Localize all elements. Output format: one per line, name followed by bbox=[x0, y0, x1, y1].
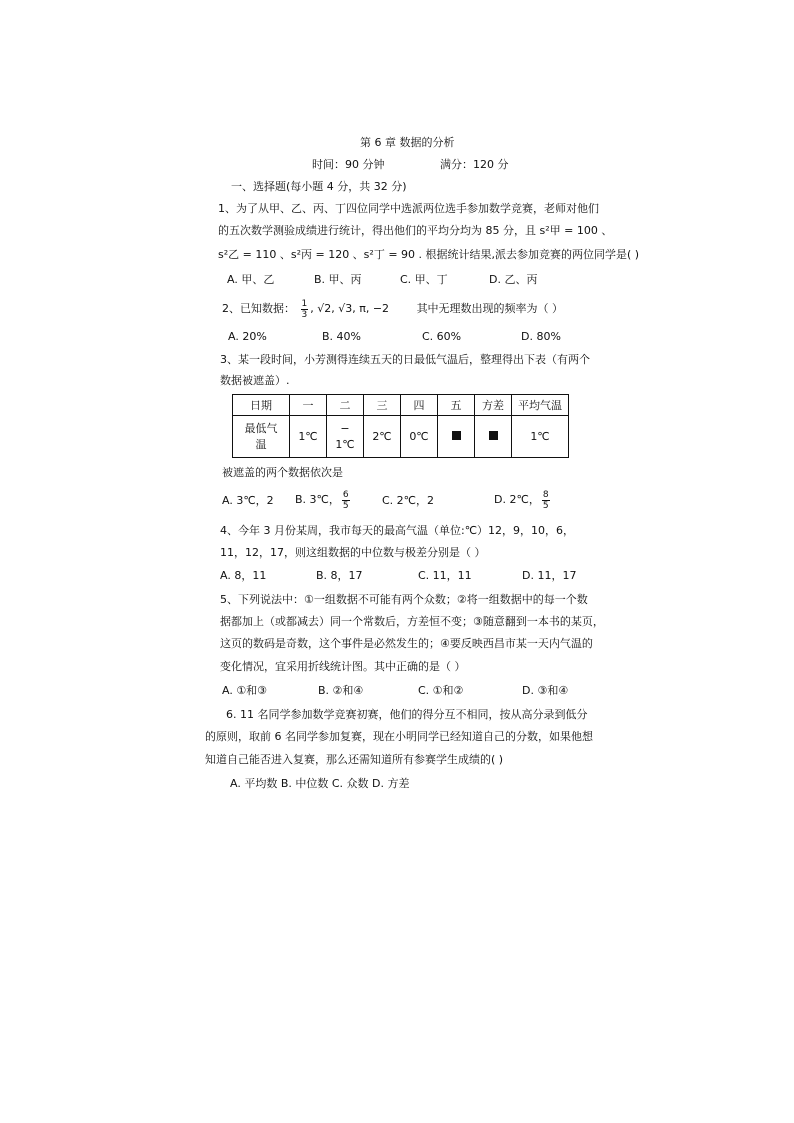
temperature-table bbox=[232, 394, 569, 458]
q2-option-d: D. 80% bbox=[521, 330, 561, 343]
q2-fraction bbox=[301, 299, 309, 320]
q3-line1: 3、某一段时间，小芳测得连续五天的日最低气温后，整理得出下表（有两个 bbox=[220, 353, 590, 366]
q3-option-d-num: 8 bbox=[542, 489, 549, 500]
table-header-cell: 五 bbox=[438, 395, 475, 416]
table-header-cell: 平均气温 bbox=[512, 395, 569, 416]
q4-option-d: D. 11，17 bbox=[522, 569, 577, 582]
q5-option-b: B. ②和④ bbox=[318, 684, 364, 697]
row-label-line2: 温 bbox=[255, 437, 267, 451]
q2-option-c: C. 60% bbox=[422, 330, 462, 343]
q3-option-d-fraction bbox=[542, 490, 550, 511]
q4-option-a: A. 8，11 bbox=[220, 569, 267, 582]
section-heading: 一、选择题(每小题 4 分，共 32 分) bbox=[231, 180, 407, 193]
table-cell-value: 1℃ bbox=[335, 437, 355, 451]
q3-option-a: A. 3℃，2 bbox=[222, 494, 274, 507]
q6-line3: 知道自己能否进入复赛，那么还需知道所有参赛学生成绩的( ) bbox=[205, 753, 504, 766]
table-header-cell: 二 bbox=[327, 395, 364, 416]
table-cell bbox=[327, 416, 364, 458]
table-header-cell: 方差 bbox=[475, 395, 512, 416]
q2-suffix: 其中无理数出现的频率为（ ） bbox=[416, 302, 564, 315]
table-header-row bbox=[233, 395, 569, 416]
q2-expression: , √2, √3, π, −2 bbox=[310, 302, 390, 315]
q3-option-c: C. 2℃，2 bbox=[382, 494, 435, 507]
table-header-cell: 四 bbox=[401, 395, 438, 416]
table-row bbox=[233, 416, 569, 458]
table-cell: 2℃ bbox=[364, 416, 401, 458]
q3-line2: 数据被遮盖）. bbox=[220, 374, 290, 387]
covered-square-icon bbox=[489, 431, 498, 440]
q4-option-c: C. 11，11 bbox=[418, 569, 472, 582]
table-cell-minus: − bbox=[340, 421, 350, 435]
q1-line1: 1、为了从甲、乙、丙、丁四位同学中选派两位选手参加数学竞赛，老师对他们 bbox=[218, 202, 599, 215]
q5-line2: 据都加上（或都减去）同一个常数后，方差恒不变；③随意翻到一本书的某页， bbox=[220, 615, 604, 628]
q1-option-a: A. 甲、乙 bbox=[227, 273, 275, 286]
table-cell: 1℃ bbox=[290, 416, 327, 458]
q2-option-b: B. 40% bbox=[322, 330, 361, 343]
q5-option-c: C. ①和② bbox=[418, 684, 464, 697]
q4-line1: 4、今年 3 月份某周，我市每天的最高气温（单位:℃）12，9，10，6， bbox=[220, 524, 575, 537]
row-label-line1: 最低气 bbox=[244, 421, 278, 435]
q3-option-b-fraction bbox=[342, 490, 350, 511]
q2-fraction-den: 3 bbox=[301, 309, 308, 320]
q3-option-b-num: 6 bbox=[342, 489, 349, 500]
table-cell: 0℃ bbox=[401, 416, 438, 458]
exam-score: 满分：120 分 bbox=[440, 158, 509, 171]
q5-line4: 变化情况，宜采用折线统计图。其中正确的是（ ） bbox=[220, 660, 466, 673]
q2-fraction-num: 1 bbox=[301, 298, 308, 309]
q3-option-b bbox=[295, 488, 352, 512]
table-cell-covered bbox=[475, 416, 512, 458]
q3-option-d bbox=[494, 488, 552, 512]
q2-line bbox=[222, 298, 563, 320]
q4-option-b: B. 8，17 bbox=[316, 569, 363, 582]
page-title: 第 6 章 数据的分析 bbox=[360, 136, 455, 149]
q4-line2: 11，12，17，则这组数据的中位数与极差分别是（ ） bbox=[220, 546, 486, 559]
table-header-cell: 三 bbox=[364, 395, 401, 416]
covered-square-icon bbox=[452, 431, 461, 440]
q1-option-c: C. 甲、丁 bbox=[400, 273, 448, 286]
q5-line1: 5、下列说法中：①一组数据不可能有两个众数；②将一组数据中的每一个数 bbox=[220, 593, 588, 606]
table-cell-covered bbox=[438, 416, 475, 458]
q5-option-a: A. ①和③ bbox=[222, 684, 268, 697]
q1-option-d: D. 乙、丙 bbox=[489, 273, 538, 286]
q3-after-table: 被遮盖的两个数据依次是 bbox=[222, 466, 343, 479]
table-header-cell: 一 bbox=[290, 395, 327, 416]
q1-line2: 的五次数学测验成绩进行统计，得出他们的平均分均为 85 分，且 s²甲 = 100 、 bbox=[218, 224, 613, 237]
exam-time: 时间：90 分钟 bbox=[312, 158, 385, 171]
q1-option-b: B. 甲、丙 bbox=[314, 273, 362, 286]
q3-option-b-text: B. 3℃， bbox=[295, 493, 340, 506]
q5-option-d: D. ③和④ bbox=[522, 684, 569, 697]
q6-line1: 6. 11 名同学参加数学竞赛初赛，他们的得分互不相同，按从高分录到低分 bbox=[226, 708, 588, 721]
table-row-label bbox=[233, 416, 290, 458]
q3-option-b-den: 5 bbox=[342, 500, 349, 511]
q6-options: A. 平均数 B. 中位数 C. 众数 D. 方差 bbox=[230, 777, 410, 790]
table-header-cell: 日期 bbox=[233, 395, 290, 416]
q2-prefix: 2、已知数据： bbox=[222, 302, 295, 315]
table-cell: 1℃ bbox=[512, 416, 569, 458]
q5-line3: 这页的数码是奇数，这个事件是必然发生的；④要反映西昌市某一天内气温的 bbox=[220, 637, 593, 650]
q3-option-d-den: 5 bbox=[542, 500, 549, 511]
q3-option-d-text: D. 2℃， bbox=[494, 493, 540, 506]
q6-line2: 的原则，取前 6 名同学参加复赛，现在小明同学已经知道自己的分数，如果他想 bbox=[205, 730, 593, 743]
q2-option-a: A. 20% bbox=[228, 330, 267, 343]
q1-line3: s²乙 = 110 、s²丙 = 120 、s²丁 = 90 . 根据统计结果,派去参加竞赛的两位同学是( ) bbox=[218, 248, 640, 261]
